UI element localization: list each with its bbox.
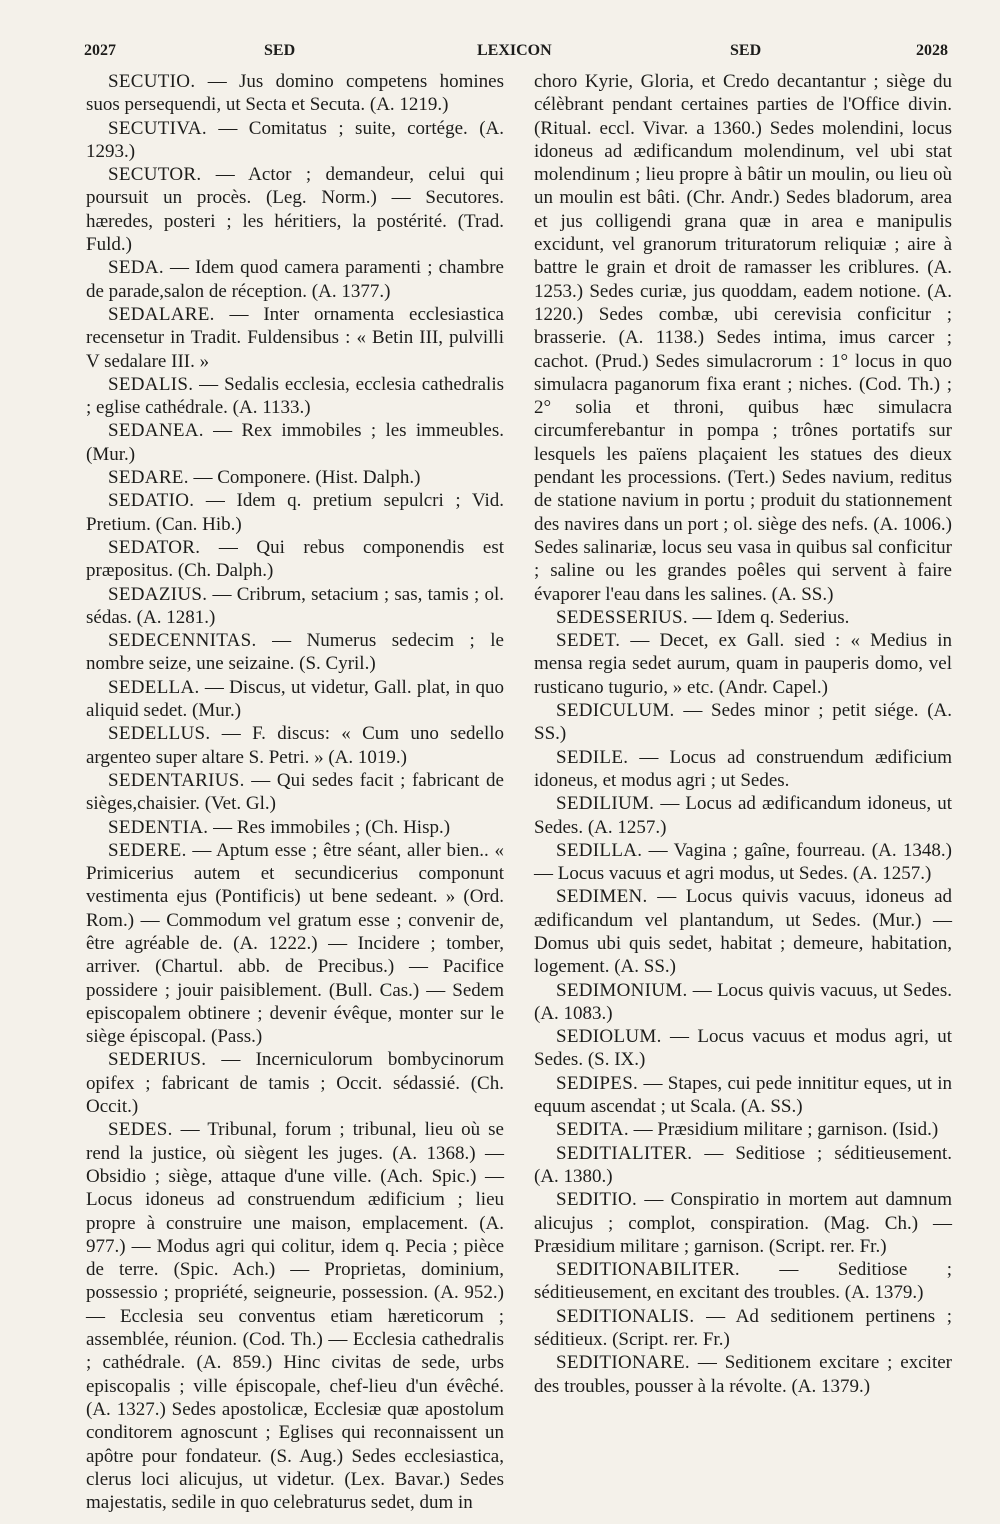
entry-definition: — Seditionem excitare ; exciter des troubles, pousser à la révolte. (A. 1379.) (534, 1352, 952, 1397)
entry-definition: choro Kyrie, Gloria, et Credo decantantur ; siège du célèbrant pendant certaines parties de l'Office divin. (Ritual. eccl. Vivar. a 1360.) Sedes molendini, locus idoneus ad ædificandum molendinum, vel ubi stat molendinum ; lieu propre à bâtir un moulin, ou lieu où un moulin est bâti. (Chr. Andr.) Sedes bladorum, area et jus colligendi grana quæ in area e manipulis excidunt, vel granorum trituratorum reliquiæ ; aire à battre le grain et droit de ramasser les criblures. (A. 1253.) Sedes curiæ, jus quoddam, eadem notione. (A. 1220.) Sedes combæ, ubi cerevisia conficitur ; brasserie. (A. 1138.) Sedes intima, imus carcer ; cachot. (Prud.) Sedes simulacrorum : 1° locus in quo simulacra paganorum fixa erant ; niches. (Cod. Th.) ; 2° solia et throni, quibus hæc simulacra circumferebantur in pompa ; trônes portatifs sur lesquels les païens plaçaient les statues des dieux pendant les processions. (Tert.) Sedes navium, reditus de statione navium in portu ; produit du stationnement des navires dans un port ; ol. siège des nefs. (A. 1006.) Sedes salinariæ, locus seu vasa in quibus sal conficitur ; saline ou les grandes poêles qui servent à faire évaporer l'eau dans les salines. (A. SS.) (534, 71, 952, 605)
entry-headword: SEDITIONABILITER. (556, 1259, 740, 1281)
dictionary-entry (86, 1118, 504, 1514)
entry-headword: SEDITIONARE. (556, 1352, 690, 1374)
entry-definition: — Res immobiles ; (Ch. Hisp.) (208, 816, 451, 838)
entry-headword: SEDIPES. (556, 1072, 639, 1094)
entry-headword: SEDES. (108, 1119, 173, 1141)
dictionary-entry (534, 1258, 952, 1305)
entry-definition: — Inter ornamenta ecclesiastica recensetur in Tradit. Fuldensibus : « Betin III, pulvilli V sedalare III. » (86, 303, 504, 372)
entry-headword: SEDENTIA. (108, 816, 209, 838)
dictionary-entry (86, 419, 504, 466)
dictionary-entry (534, 839, 952, 886)
entry-definition: — Seditiose ; séditieusement. (A. 1380.) (534, 1142, 952, 1187)
entry-definition: — Idem quod camera paramenti ; chambre de parade,salon de réception. (A. 1377.) (86, 257, 504, 302)
entry-headword: SEDERIUS. (108, 1049, 207, 1071)
entry-definition: — Locus ad ædificandum idoneus, ut Sedes. (A. 1257.) (534, 793, 952, 838)
entry-headword: SEDENTARIUS. (108, 769, 245, 791)
dictionary-entry (534, 1305, 952, 1352)
dictionary-entry (534, 629, 952, 699)
entry-headword: SEDIMEN. (556, 886, 648, 908)
dictionary-entry (534, 885, 952, 978)
dictionary-entry (86, 676, 504, 723)
entry-definition: — Seditiose ; séditieusement, en excitant des troubles. (A. 1379.) (534, 1259, 952, 1304)
entry-headword: SEDITIALITER. (556, 1142, 693, 1164)
dictionary-entry (86, 373, 504, 420)
entry-headword: SEDITIO. (556, 1189, 638, 1211)
dictionary-entry (534, 1351, 952, 1398)
dictionary-entry (534, 1072, 952, 1119)
dictionary-entry (86, 117, 504, 164)
dictionary-entry (534, 70, 952, 606)
entry-headword: SEDANEA. (108, 420, 204, 442)
dictionary-entry (86, 70, 504, 117)
entry-definition: — F. discus: « Cum uno sedello argenteo super altare S. Petri. » (A. 1019.) (86, 723, 504, 768)
dictionary-entry (534, 746, 952, 793)
dictionary-entry (86, 629, 504, 676)
entry-definition: — Locus quivis vacuus, ut Sedes. (A. 1083.) (534, 979, 952, 1024)
header-title: LEXICON (477, 42, 552, 59)
entry-definition: — Locus quivis vacuus, idoneus ad ædificandum vel plantandum, ut Sedes. (Mur.) — Domus ubi quis sedet, habitat ; demeure, habitation, logement. (A. SS.) (534, 886, 952, 978)
entry-definition: — Vagina ; gaîne, fourreau. (A. 1348.) — Locus vacuus et agri modus, ut Sedes. (A. 1257.) (534, 839, 952, 885)
entry-headword: SEDATIO. (108, 490, 195, 512)
entry-headword: SEDALIS. (108, 373, 194, 395)
entry-definition: — Rex immobiles ; les immeubles. (Mur.) (86, 420, 504, 465)
entry-headword: SECUTIVA. (108, 117, 207, 139)
running-header (84, 42, 948, 64)
dictionary-entry (86, 256, 504, 303)
dictionary-entry (86, 839, 504, 1049)
entry-definition: — Aptum esse ; être séant, aller bien.. « Primicerius autem et secundicerius componunt vestimenta ejus (Pontificis) ut bene sedeant. » (Ord. Rom.) — Commodum vel gratum esse ; convenir de, être agréable de. (A. 1222.) — Incidere ; tomber, arriver. (Chartul. abb. de Precibus.) — Pacifice possidere ; jouir paisiblement. (Bull. Cas.) — Sedem episcopalem obtinere ; devenir évêque, monter sur le siège épiscopal. (Pass.) (86, 839, 504, 1048)
entry-headword: SEDATOR. (108, 536, 201, 558)
entry-definition: — Locus vacuus et modus agri, ut Sedes. (S. IX.) (534, 1026, 952, 1071)
dictionary-entry (86, 1048, 504, 1118)
entry-definition: — Jus domino competens homines suos persequendi, ut Secta et Secuta. (A. 1219.) (86, 71, 504, 116)
dictionary-entry (534, 1188, 952, 1258)
left-page-number: 2027 (84, 42, 116, 59)
dictionary-entry (86, 722, 504, 769)
entry-definition: — Ad seditionem pertinens ; séditieux. (Script. rer. Fr.) (534, 1305, 952, 1351)
entry-headword: SEDILE. (556, 746, 629, 768)
entry-definition: — Sedalis ecclesia, ecclesia cathedralis ; eglise cathédrale. (A. 1133.) (86, 373, 504, 419)
dictionary-entry (86, 816, 504, 839)
entry-headword: SEDELLA. (108, 676, 200, 698)
entry-headword: SECUTIO. (108, 71, 196, 92)
dictionary-entry (534, 979, 952, 1026)
right-column (534, 70, 952, 1398)
dictionary-entry (534, 792, 952, 839)
dictionary-entry (534, 1118, 952, 1141)
entry-definition: — Actor ; demandeur, celui qui poursuit un procès. (Leg. Norm.) — Secutores. hæredes, posteri ; les héritiers, la postérité. (Trad. Fuld.) (86, 164, 504, 256)
dictionary-entry (86, 583, 504, 630)
left-column (86, 70, 504, 1514)
entry-headword: SEDARE. (108, 467, 189, 489)
entry-headword: SEDAZIUS. (108, 583, 208, 605)
dictionary-entry (86, 769, 504, 816)
dictionary-entry (86, 536, 504, 583)
dictionary-entry (534, 1025, 952, 1072)
entry-headword: SEDA. (108, 257, 164, 279)
entry-headword: SEDILLA. (556, 839, 643, 861)
entry-headword: SEDALARE. (108, 303, 215, 325)
entry-definition: — Numerus sedecim ; le nombre seize, une seizaine. (S. Cyril.) (86, 630, 504, 675)
entry-definition: — Qui rebus componendis est præpositus. (Ch. Dalph.) (86, 536, 504, 582)
entry-definition: — Conspiratio in mortem aut damnum alicujus ; complot, conspiration. (Mag. Ch.) — Præsidium militare ; garnison. (Script. rer. Fr.) (534, 1189, 952, 1257)
entry-headword: SEDERE. (108, 839, 187, 861)
entry-headword: SEDITIONALIS. (556, 1305, 695, 1327)
entry-headword: SEDESSERIUS. (556, 606, 688, 628)
entry-headword: SEDECENNITAS. (108, 630, 257, 652)
entry-definition: — Comitatus ; suite, cortége. (A. 1293.) (86, 117, 504, 162)
entry-definition: — Idem q. Sederius. (687, 606, 850, 628)
entry-definition: — Præsidium militare ; garnison. (Isid.) (628, 1119, 939, 1141)
entry-definition: — Decet, ex Gall. sied : « Medius in mensa regia sedet aurum, quam in pauperis domo, vel rusticano tugurio, » etc. (Andr. Capel.) (534, 630, 952, 698)
entry-headword: SEDELLUS. (108, 723, 211, 745)
entry-headword: SEDIMONIUM. (556, 979, 688, 1001)
dictionary-entry (86, 303, 504, 373)
entry-definition: — Qui sedes facit ; fabricant de sièges,chaisier. (Vet. Gl.) (86, 769, 504, 815)
dictionary-entry (86, 163, 504, 256)
entry-headword: SEDET. (556, 630, 621, 652)
entry-headword: SEDICULUM. (556, 700, 675, 722)
left-running-word: SED (264, 42, 296, 59)
dictionary-entry (534, 606, 952, 629)
dictionary-entry (534, 699, 952, 746)
right-running-word: SED (730, 42, 762, 59)
dictionary-entry (534, 1142, 952, 1189)
dictionary-entry (86, 489, 504, 536)
entry-definition: — Tribunal, forum ; tribunal, lieu où se rend la justice, où siègent les juges. (A. 1368.) — Obsidio ; siège, attaque d'une ville. (Ach. Spic.) — Locus idoneus ad construendum ædificium ; lieu propre à construire une maison, emplacement. (A. 977.) — Modus agri qui colitur, idem q. Pecia ; pièce de terre. (Spic. Ach.) — Proprietas, dominium, possessio ; propriété, seigneurie, possession. (A. 952.) — Ecclesia seu conventus etiam hæreticorum ; assemblée, réunion. (Cod. Th.) — Ecclesia cathedralis ; cathédrale. (A. 859.) Hinc civitas de sede, urbs episcopalis ; ville épiscopale, chef-lieu d'un évêché. (A. 1327.) Sedes apostolicæ, Ecclesiæ quæ apostolum conditorem agnoscunt ; Eglises qui reconnaissent un apôtre pour fondateur. (S. Aug.) Sedes ecclesiastica, clerus loci alicujus, ut videtur. (Lex. Bavar.) Sedes majestatis, sedile in quo celebraturus sedet, dum in (86, 1119, 504, 1514)
entry-definition: — Stapes, cui pede innititur eques, ut in equum ascendat ; ut Scala. (A. SS.) (534, 1072, 952, 1118)
entry-definition: — Componere. (Hist. Dalph.) (188, 467, 421, 489)
entry-definition: — Sedes minor ; petit siége. (A. SS.) (534, 700, 952, 745)
right-page-number: 2028 (916, 42, 948, 59)
entry-headword: SEDITA. (556, 1119, 629, 1141)
entry-headword: SEDIOLUM. (556, 1026, 662, 1048)
entry-definition: — Discus, ut videtur, Gall. plat, in quo aliquid sedet. (Mur.) (86, 676, 504, 722)
dictionary-entry (86, 466, 504, 489)
entry-headword: SEDILIUM. (556, 793, 655, 815)
entry-definition: — Locus ad construendum ædificium idoneus, et modus agri ; ut Sedes. (534, 746, 952, 791)
entry-definition: — Idem q. pretium sepulcri ; Vid. Pretium. (Can. Hib.) (86, 490, 504, 535)
entry-definition: — Cribrum, setacium ; sas, tamis ; ol. sédas. (A. 1281.) (86, 583, 504, 628)
entry-headword: SECUTOR. (108, 164, 202, 186)
entry-definition: — Incerniculorum bombycinorum opifex ; fabricant de tamis ; Occit. sédassié. (Ch. Occit.) (86, 1049, 504, 1118)
